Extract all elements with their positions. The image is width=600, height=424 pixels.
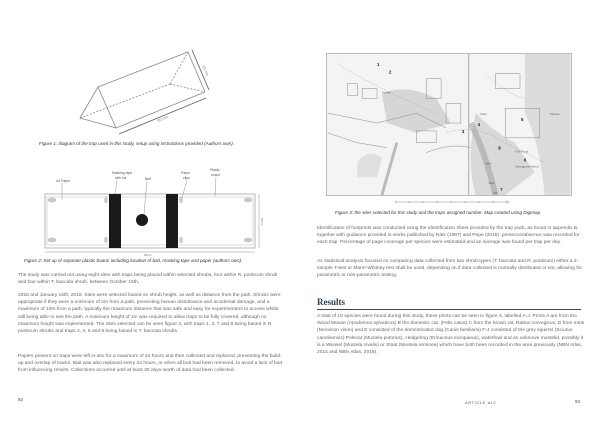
svg-text:Park: Park xyxy=(480,112,487,117)
site-map-figure xyxy=(326,53,572,196)
trap-diagram-figure xyxy=(70,40,220,140)
svg-text:Weir: Weir xyxy=(488,181,495,186)
svg-text:Hanwel: Hanwel xyxy=(549,112,560,117)
width-label: 20 cm xyxy=(201,64,211,77)
svg-text:7: 7 xyxy=(500,187,503,193)
svg-text:Masking tape: Masking tape xyxy=(112,171,133,175)
svg-text:90cm: 90cm xyxy=(144,253,152,257)
svg-text:Plastic: Plastic xyxy=(210,168,220,172)
results-divider xyxy=(317,309,581,310)
figure-3-caption: Figure 3: the sites selected for this study and the traps assigned number. Map created using Digimap. xyxy=(335,210,542,215)
svg-text:clips: clips xyxy=(183,176,190,180)
svg-text:Weir: Weir xyxy=(485,161,492,166)
svg-text:Paper: Paper xyxy=(181,171,191,175)
methods-paragraph-3: Papers present on traps were left in-situ for a maximum of 24 hours and then collected and replaced, preventing the build-up and overlap of tracks. Bait was also replaced every 24 hours, or when all bait had been removed, to avoid a lack of bait from influencing results. Collections occurred until at least 30 days-worth of data had been collected. xyxy=(18,354,282,374)
svg-text:Tunnel: Tunnel xyxy=(381,90,391,95)
svg-text:Fish Pond: Fish Pond xyxy=(515,149,529,154)
svg-text:6: 6 xyxy=(523,157,527,163)
svg-text:5: 5 xyxy=(520,117,524,123)
length-label: 90 cm xyxy=(156,114,169,123)
methods-paragraph-1: The study was carried out using eight sites with traps being placed within selected shrubs, four within R. ponticum shrub and four within T. baccata shrub, between October 16th, xyxy=(18,273,278,286)
methods-paragraph-2: 2018 and January 16th, 2019. Sites were selected based on shrub height, as well as distance from the path. Shrubs were appropriate if they were a minimum of 2m from a path, preventing human disturbance and accidental damage, and a maximum of 10m from a path, typically the maximum distance that was safe and easy for experimenters to access whilst still being able to see the path. A minimum height of 1m was required to allow traps to be fully covered, although no maximum height was implemented. The sites selected can be seen figure 3, with traps 1, 3, 7 and 8 being based in R. ponticum shrubs and traps 2, 4, 5 and 6 being based in T. baccata shrubs. xyxy=(18,293,281,335)
page-number-left: 92 xyxy=(18,397,24,402)
svg-text:20cm: 20cm xyxy=(260,218,264,226)
page-number-right: 93 xyxy=(575,399,581,404)
svg-text:FB: FB xyxy=(493,191,498,196)
svg-text:Springpond Wood: Springpond Wood xyxy=(515,164,539,169)
svg-text:board: board xyxy=(211,173,220,177)
analysis-paragraph-1: Identification of footprints was conducted using the identification sheet provided by the trap pack, as found in appendix B, together with guidance provided in works published by Ratz (1997) and Pepe (2018). presence/absence was recorded for each trap. Percentage of page coverage per species were estimated and an average was found per trap per day. xyxy=(317,226,580,246)
svg-text:4: 4 xyxy=(477,121,481,127)
article-footer-label: ARTICLE #12 xyxy=(465,400,497,405)
svg-text:A4 Paper: A4 Paper xyxy=(56,179,71,183)
svg-text:3: 3 xyxy=(461,128,465,134)
analysis-paragraph-2: As statistical analysis focused on comparing data collected from two shrub types (T. baccata and R. ponticum) either a 2-sample T-test or Mann-Whitney test shall be used, depending on if data collected is normally distributed or not, allowing for parametric or non-parametric testing. xyxy=(317,259,582,279)
results-heading: Results xyxy=(317,297,346,307)
figure-2-caption: Figure 2: Set up of separate plastic board, including location of bait, masking tape and paper (authors own). xyxy=(24,258,243,263)
board-setup-figure xyxy=(40,158,270,258)
svg-text:1: 1 xyxy=(377,61,380,67)
svg-text:with ink: with ink xyxy=(115,176,127,180)
results-paragraph: A total of 10 species were found during this study, these prints can be seen in figure 4, labelled A-J. Prints A are from the Wood Mouse (Apodemus sylvaticus) B the domestic cat, (Felis catus) C from the brown rat, Rattus norvegicus, D from mink (Neovison vison) and E consisted of the domesticated dog (Canis familiaris) F-J consisted of the grey squirrel (Sciurus carolinensis) Polecat (Mustela putorius), Hedgehog (Erinaceus europaeus), waterfowl and an unknown mustelid, possibly it is a Weasel (Mustela nivalis) or Stoat (Mustela erminea) which have both been recorded in the area previously (NBN Atlas, 2014 and NBN Atlas, 2016). xyxy=(317,314,585,356)
figure-1-caption: Figure 1: diagram of the trap used in this study, setup using instructions provided (Authors own). xyxy=(39,141,234,146)
svg-text:Bait: Bait xyxy=(145,177,151,181)
svg-text:8: 8 xyxy=(498,145,501,151)
right-page xyxy=(300,0,600,424)
map-scale-bar xyxy=(395,199,510,205)
svg-text:2: 2 xyxy=(388,69,392,75)
